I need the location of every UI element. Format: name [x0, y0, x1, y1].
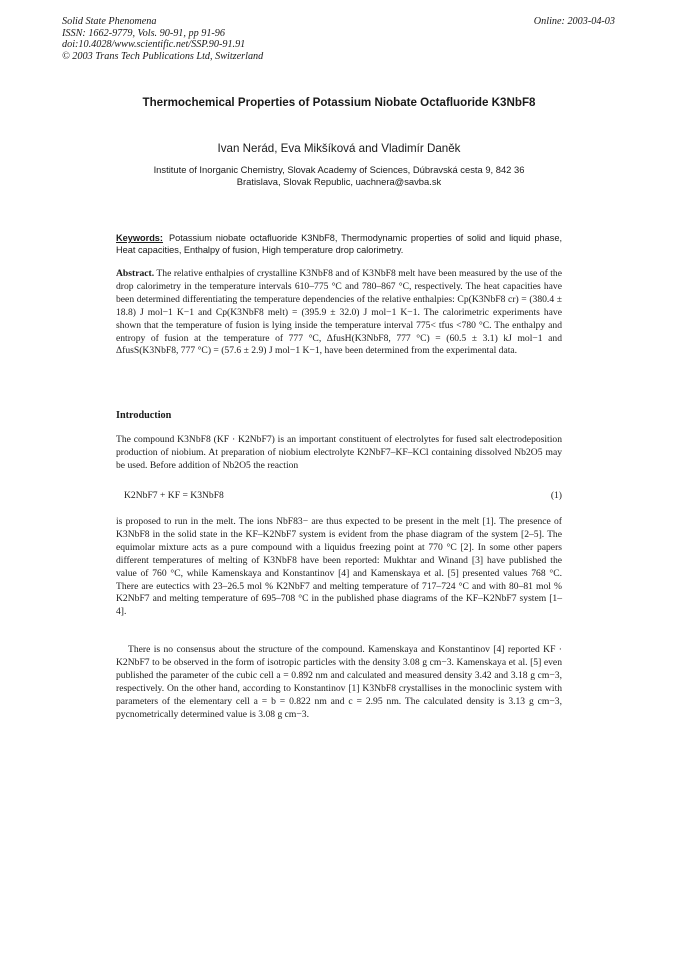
- abstract-text: The relative enthalpies of crystalline K3NbF8 and of K3NbF8 melt have been measured by the use of the drop calorimetry in the temperature intervals 610–775 °C and 780–867 °C, respectively. The heat capacities have been determined differentiating the temperature dependencies of the relative enthalpies: Cp(K3NbF8 cr) = (380.4 ± 18.8) J mol−1 K−1 and Cp(K3NbF8 melt) = (395.9 ± 32.0) J mol−1 K−1. The calorimetric experiments have shown that the temperature of fusion is lying inside the temperature interval 775< tfus <780 °C. The enthalpy and entropy of fusion at the temperature of 777 °C, ΔfusH(K3NbF8, 777 °C) = (60.5 ± 3.1) kJ mol−1 and ΔfusS(K3NbF8, 777 °C) = (57.6 ± 2.9) J mol−1 K−1, have been determined from the experimental data.: [116, 268, 562, 357]
- abstract-label: Abstract.: [116, 268, 155, 279]
- intro-paragraph-3: There is no consensus about the structure of the compound. Kamenskaya and Konstantinov [4] reported KF · K2NbF7 to be observed in the form of isotropic particles with the density 3.08 g cm−3. Kamenskaya et al. [5] even published the parameter of the cubic cell a = 0.892 nm and calculated and measured density 3.42 and 3.18 g cm−3, respectively. On the other hand, according to Konstantinov [1] K3NbF8 crystallises in the monoclinic system with parameters of the elementary cell a = b = 0.822 nm and c = 2.95 nm. The calculated density is 3.13 g cm−3, pycnometrically determined value is 3.08 g cm−3.: [116, 644, 562, 720]
- paper-title: Thermochemical Properties of Potassium Niobate Octafluoride K3NbF8: [142, 96, 536, 109]
- abstract-block: [116, 268, 562, 358]
- copyright-line: © 2003 Trans Tech Publications Ltd, Switzerland: [62, 50, 264, 62]
- equation-number: (1): [550, 490, 562, 501]
- section-heading-introduction: Introduction: [116, 410, 172, 421]
- author-list: Ivan Nerád, Eva Mikšíková and Vladimír Daněk: [217, 142, 461, 155]
- keywords-text: Potassium niobate octafluoride K3NbF8, Thermodynamic properties of solid and liquid phase, Heat capacities, Enthalpy of fusion, High temperature drop calorimetry.: [116, 233, 562, 255]
- intro-paragraph-2: is proposed to run in the melt. The ions NbF83− are thus expected to be present in the melt [1]. The presence of K3NbF8 in the solid state in the KF–K2NbF7 system is evident from the phase diagram of the system [2–5]. The equimolar mixture acts as a pure compound with a liquidus freezing point at 770 °C [2]. In some other papers different temperatures of melting of K3NbF8 have been reported: Mukhtar and Winand [3] have published the value of 760 °C, while Kamenskaya and Konstantinov [4] and Kamenskaya et al. [5] presented values 768 °C. There are eutectics with 23–26.5 mol % K2NbF7 and melting temperature of 717–724 °C and with 80–81 mol % K2NbF7 and melting temperature of 695–708 °C in the published phase diagrams of the KF–K2NbF7 system [1–4].: [116, 516, 562, 618]
- equation-1: [124, 490, 562, 501]
- affiliation-line-2: Bratislava, Slovak Republic, uachnera@savba.sk: [236, 175, 442, 187]
- affiliation: [60, 164, 618, 187]
- keywords-label: Keywords:: [116, 233, 163, 243]
- keywords-block: [116, 232, 562, 256]
- affiliation-line-1: Institute of Inorganic Chemistry, Slovak Academy of Sciences, Dúbravská cesta 9, 842 36: [153, 164, 525, 175]
- equation-text: K2NbF7 + KF = K3NbF8: [124, 490, 224, 501]
- journal-header: [62, 16, 263, 62]
- online-date: Online: 2003-04-03: [533, 16, 615, 27]
- journal-name: Solid State Phenomena: [62, 16, 157, 27]
- issn-line: ISSN: 1662-9779, Vols. 90-91, pp 91-96: [62, 27, 225, 39]
- doi-line: doi:10.4028/www.scientific.net/SSP.90-91.91: [62, 39, 246, 51]
- intro-paragraph-1: The compound K3NbF8 (KF · K2NbF7) is an important constituent of electrolytes for fused salt electrodeposition production of niobium. At preparation of niobium electrolyte K2NbF7–KF–KCl containing dissolved Nb2O5 may be used. Before addition of Nb2O5 the reaction: [116, 434, 562, 471]
